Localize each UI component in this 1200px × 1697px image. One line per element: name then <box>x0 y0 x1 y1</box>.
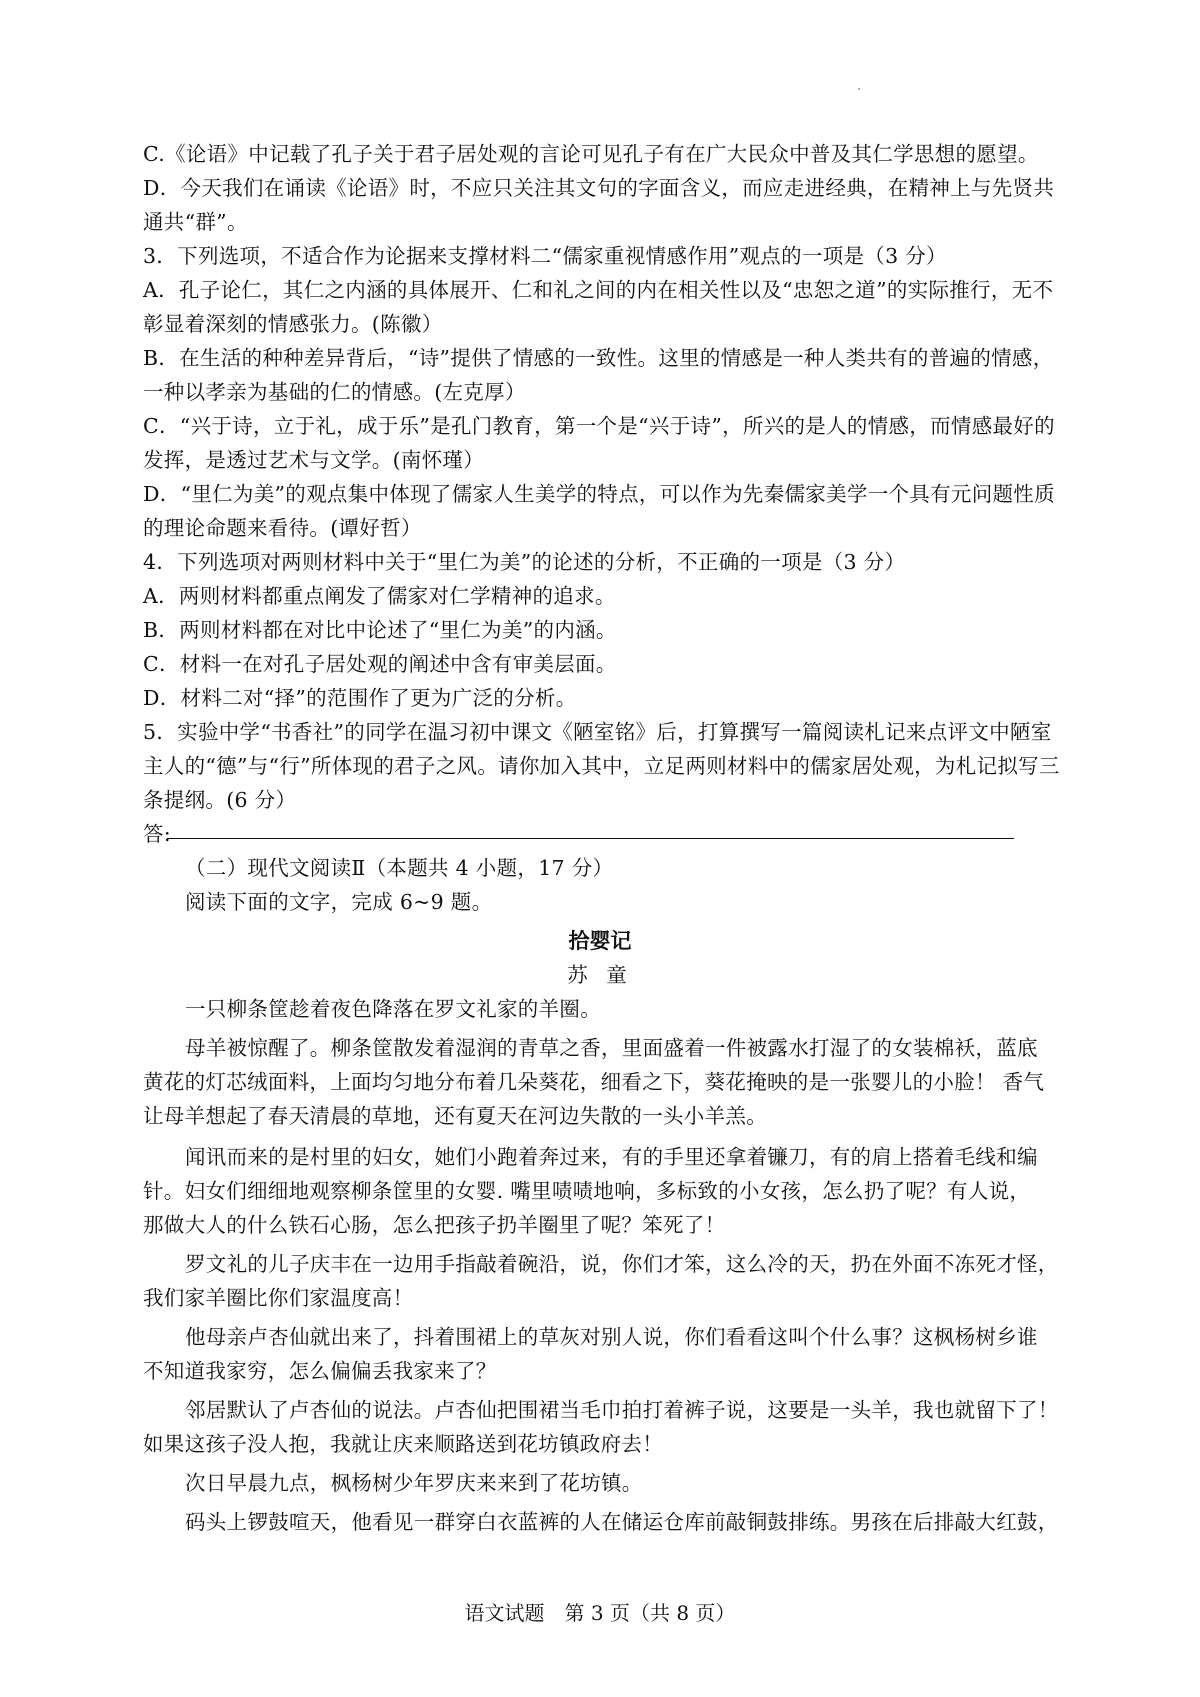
page-footer: 语文试题 第 3 页（共 8 页） <box>464 1601 736 1625</box>
q2-option-c: C.《论语》中记载了孔子关于君子居处观的言论可见孔子有在广大民众中普及其仁学思想的愿望。 <box>143 142 1039 166</box>
q4-option-a: A．两则材料都重点阐发了儒家对仁学精神的追求。 <box>143 584 616 608</box>
story-line: 罗文礼的儿子庆丰在一边用手指敲着碗沿，说，你们才笨，这么冷的天，扔在外面不冻死才怪， <box>185 1252 1059 1276</box>
scan-speck <box>858 88 860 90</box>
story-line: 邻居默认了卢杏仙的说法。卢杏仙把围裙当毛巾拍打着裤子说，这要是一头羊，我也就留下了！ <box>185 1398 1059 1422</box>
story-line: 不知道我家穷，怎么偏偏丢我家来了？ <box>143 1359 497 1383</box>
answer-label: 答: <box>143 822 172 846</box>
story-line: 他母亲卢杏仙就出来了，抖着围裙上的草灰对别人说，你们看看这叫个什么事？这枫杨树乡谁 <box>185 1325 1038 1349</box>
q3-option-b-cont: 一种以孝亲为基础的仁的情感。(左克厚） <box>143 380 526 404</box>
story-line: 我们家羊圈比你们家温度高！ <box>143 1286 414 1310</box>
q5-stem-cont: 主人的“德”与“行”所体现的君子之风。请你加入其中，立足两则材料中的儒家居处观，为札记拟写三 <box>143 754 1060 778</box>
q4-stem: 4．下列选项对两则材料中关于“里仁为美”的论述的分析，不正确的一项是（3 分） <box>143 550 906 574</box>
q2-option-d: D．今天我们在诵读《论语》时，不应只关注其文句的字面含义，而应走进经典，在精神上与先贤共 <box>143 176 1055 200</box>
q3-option-d: D．“里仁为美”的观点集中体现了儒家人生美学的特点，可以作为先秦儒家美学一个具有元问题性质 <box>143 482 1055 506</box>
story-line: 那做大人的什么铁石心肠，怎么把孩子扔羊圈里了呢？笨死了！ <box>143 1213 726 1237</box>
q3-stem: 3．下列选项，不适合作为论据来支撑材料二“儒家重视情感作用”观点的一项是（3 分） <box>143 244 947 268</box>
section2-instruction: 阅读下面的文字，完成 6~9 题。 <box>185 890 493 914</box>
q3-option-b: B．在生活的种种差异背后，“诗”提供了情感的一致性。这里的情感是一种人类共有的普遍的情感， <box>143 346 1054 370</box>
q4-option-c: C．材料一在对孔子居处观的阐述中含有审美层面。 <box>143 652 617 676</box>
story-line: 如果这孩子没人抱，我就让庆来顺路送到花坊镇政府去！ <box>143 1432 663 1456</box>
story-line: 次日早晨九点，枫杨树少年罗庆来来到了花坊镇。 <box>185 1471 643 1495</box>
q4-option-d: D．材料二对“择”的范围作了更为广泛的分析。 <box>143 686 577 710</box>
q2-option-d-cont: 通共“群”。 <box>143 210 248 234</box>
q3-option-d-cont: 的理论命题来看待。(谭好哲） <box>143 516 422 540</box>
story-author: 苏 童 <box>567 963 633 987</box>
q3-option-c: C．“兴于诗，立于礼，成于乐”是孔门教育，第一个是“兴于诗”，所兴的是人的情感，而情感最好的 <box>143 414 1055 438</box>
answer-blank-line[interactable] <box>167 838 1014 839</box>
story-line: 闻讯而来的是村里的妇女，她们小跑着奔过来，有的手里还拿着镰刀，有的肩上搭着毛线和编 <box>185 1145 1038 1169</box>
q5-stem: 5．实验中学“书香社”的同学在温习初中课文《陋室铭》后，打算撰写一篇阅读札记来点评文中陋室 <box>143 720 1052 744</box>
q3-option-c-cont: 发挥，是透过艺术与文学。(南怀瑾） <box>143 448 485 472</box>
story-line: 让母羊想起了春天清晨的草地，还有夏天在河边失散的一头小羊羔。 <box>143 1104 767 1128</box>
story-title: 拾婴记 <box>568 929 632 953</box>
story-line: 一只柳条筐趁着夜色降落在罗文礼家的羊圈。 <box>185 997 601 1021</box>
q4-option-b: B．两则材料都在对比中论述了“里仁为美”的内涵。 <box>143 618 617 642</box>
story-line: 母羊被惊醒了。柳条筐散发着湿润的青草之香，里面盛着一件被露水打湿了的女装棉袄，蓝底 <box>185 1036 1038 1060</box>
section2-heading: （二）现代文阅读Ⅱ（本题共 4 小题，17 分） <box>185 856 614 880</box>
q5-stem-end: 条提纲。(6 分） <box>143 788 297 812</box>
story-line: 黄花的灯芯绒面料，上面均匀地分布着几朵葵花，细看之下，葵花掩映的是一张婴儿的小脸！ 香气 <box>143 1070 1045 1094</box>
story-line: 针。妇女们细细地观察柳条筐里的女婴. 嘴里啧啧地响，多标致的小女孩，怎么扔了呢？有人说， <box>143 1179 1031 1203</box>
q3-option-a-cont: 彰显着深刻的情感张力。(陈徽） <box>143 312 443 336</box>
q3-option-a: A．孔子论仁，其仁之内涵的具体展开、仁和礼之间的内在相关性以及“忠恕之道”的实际推行，无不 <box>143 278 1054 302</box>
story-line: 码头上锣鼓喧天，他看见一群穿白衣蓝裤的人在储运仓库前敲铜鼓排练。男孩在后排敲大红鼓， <box>185 1510 1059 1534</box>
